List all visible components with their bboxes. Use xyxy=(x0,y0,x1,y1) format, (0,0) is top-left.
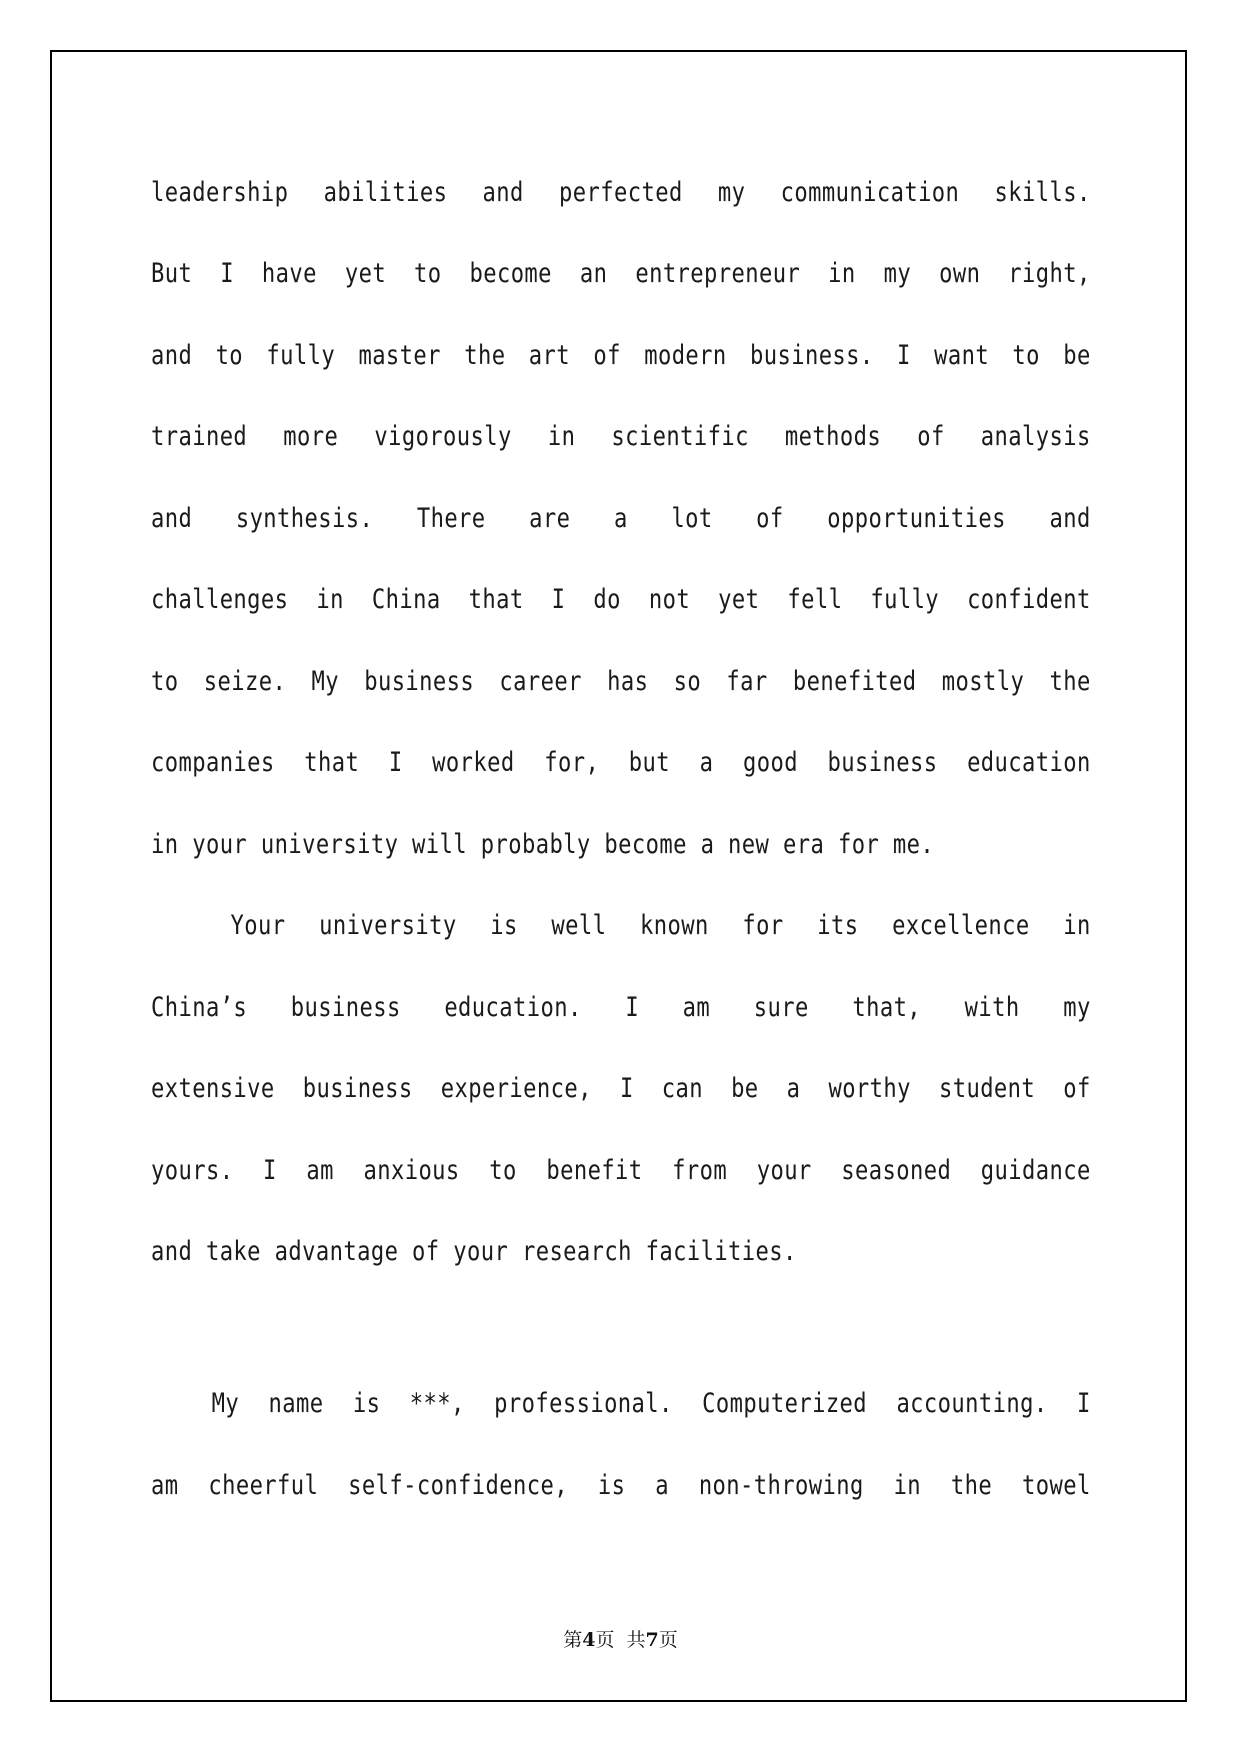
current-page-number: 4 xyxy=(582,1629,596,1651)
total-page-number: 7 xyxy=(645,1629,659,1651)
text-line: yours. I am anxious to benefit from your seasoned guidance xyxy=(151,1155,1091,1186)
text-line: extensive business experience, I can be a worthy student of xyxy=(151,1073,1091,1104)
text-line: to seize. My business career has so far benefited mostly the xyxy=(151,666,1091,697)
text-line: trained more vigorously in scientific methods of analysis xyxy=(151,421,1091,452)
page-footer xyxy=(0,1625,1241,1652)
text-line: challenges in China that I do not yet fell fully confident xyxy=(151,584,1091,615)
page-border xyxy=(50,50,1187,1702)
footer-suffix: 页 xyxy=(658,1629,678,1651)
text-line: and to fully master the art of modern business. I want to be xyxy=(151,340,1091,371)
text-line: Your university is well known for its excellence in xyxy=(230,910,1091,941)
footer-middle: 页 共 xyxy=(595,1629,646,1651)
text-line: companies that I worked for, but a good business education xyxy=(151,747,1091,778)
text-line: My name is ***, professional. Computerized accounting. I xyxy=(211,1388,1091,1419)
footer-prefix: 第 xyxy=(563,1629,583,1651)
text-line: leadership abilities and perfected my communication skills. xyxy=(151,177,1091,208)
text-line: China’s business education. I am sure that, with my xyxy=(151,992,1091,1023)
text-line: am cheerful self-confidence, is a non-throwing in the towel xyxy=(151,1470,1091,1501)
text-line: But I have yet to become an entrepreneur in my own right, xyxy=(151,258,1091,289)
text-line: and synthesis. There are a lot of opportunities and xyxy=(151,503,1091,534)
text-line: in your university will probably become a new era for me. xyxy=(151,829,935,860)
text-line: and take advantage of your research facilities. xyxy=(151,1236,797,1267)
